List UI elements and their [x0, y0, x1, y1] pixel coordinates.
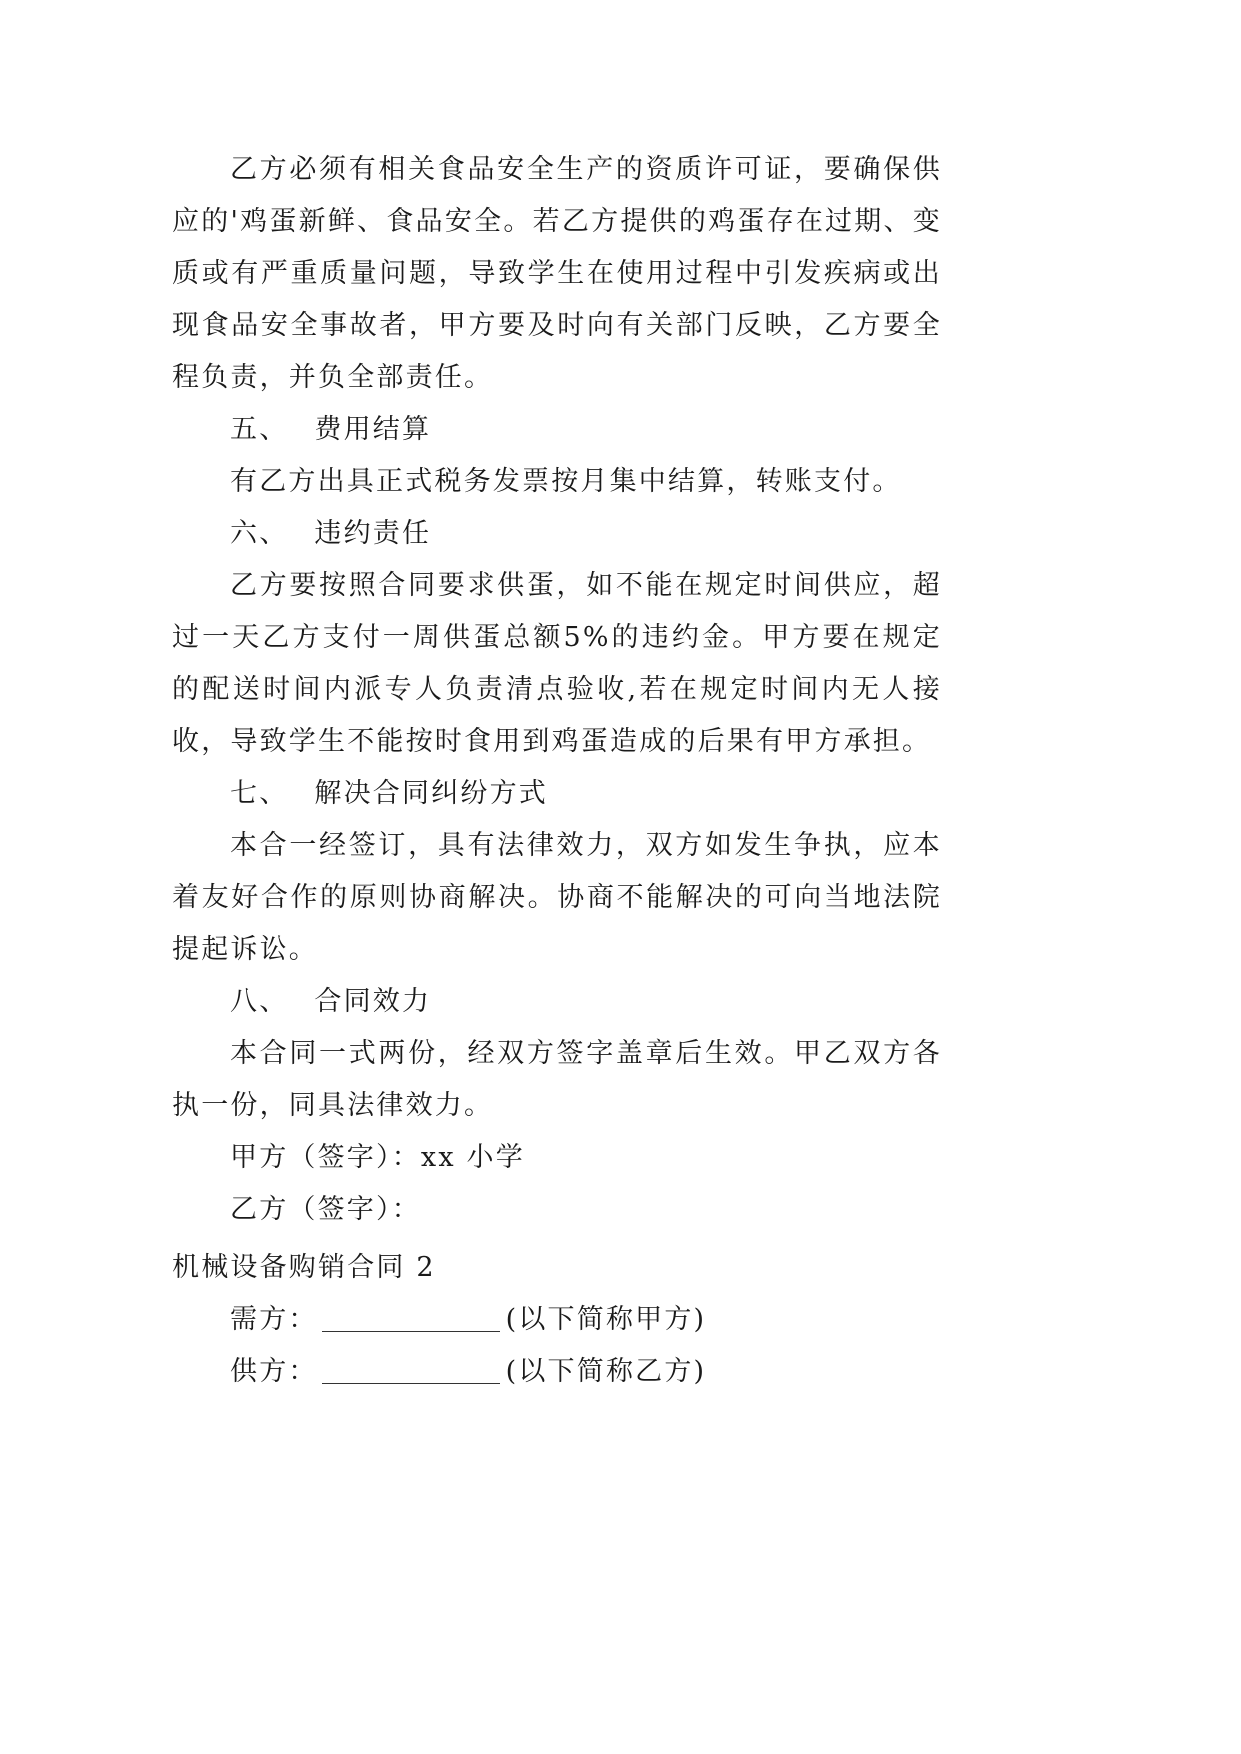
paragraph-breach: 乙方要按照合同要求供蛋，如不能在规定时间供应，超过一天乙方支付一周供蛋总额5%的违约金。甲方要在规定的配送时间内派专人负责清点验收,若在规定时间内无人接收，导致学生不能按时食用到鸡蛋造成的后果有甲方承担。 — [172, 570, 942, 757]
paragraph-quality-responsibility: 乙方必须有相关食品安全生产的资质许可证，要确保供应的'鸡蛋新鲜、食品安全。若乙方提供的鸡蛋存在过期、变质或有严重质量问题，导致学生在使用过程中引发疾病或出现食品安全事故者，甲方要及时向有关部门反映，乙方要全程负责，并负全部责任。 — [172, 154, 942, 393]
section-heading-settlement — [172, 404, 942, 456]
party-note: (以下简称甲方) — [505, 1304, 707, 1335]
section-title: 解决合同纠纷方式 — [314, 778, 549, 809]
party-supply-line — [172, 1346, 942, 1398]
signature-party-a — [172, 1132, 942, 1184]
section-number: 七、 — [230, 778, 289, 809]
signature-label: 乙方（签字）： — [230, 1194, 421, 1225]
section-number: 六、 — [230, 518, 289, 549]
signature-party-b — [172, 1184, 942, 1236]
signature-label: 甲方（签字）： — [230, 1142, 421, 1173]
section-title: 费用结算 — [314, 414, 432, 445]
section-heading-breach — [172, 508, 942, 560]
section-title: 违约责任 — [314, 518, 432, 549]
section-heading-dispute — [172, 768, 942, 820]
paragraph-validity: 本合同一式两份，经双方签字盖章后生效。甲乙双方各执一份，同具法律效力。 — [172, 1038, 942, 1121]
party-demand-line — [172, 1294, 942, 1346]
party-label: 需方： — [230, 1304, 318, 1335]
contract-title: 机械设备购销合同 2 — [172, 1252, 436, 1283]
section-number: 五、 — [230, 414, 289, 445]
signature-value: xx 小学 — [420, 1142, 525, 1173]
section-number: 八、 — [230, 986, 289, 1017]
party-label: 供方： — [230, 1356, 318, 1387]
section-heading-validity — [172, 976, 942, 1028]
fill-in-blank — [322, 1301, 500, 1332]
section-title: 合同效力 — [314, 986, 432, 1017]
paragraph-dispute: 本合一经签订，具有法律效力，双方如发生争执，应本着友好合作的原则协商解决。协商不能解决的可向当地法院提起诉讼。 — [172, 830, 942, 965]
paragraph-settlement: 有乙方出具正式税务发票按月集中结算，转账支付。 — [230, 466, 902, 497]
fill-in-blank — [322, 1353, 500, 1384]
document-body — [172, 144, 942, 1398]
party-note: (以下简称乙方) — [505, 1356, 707, 1387]
